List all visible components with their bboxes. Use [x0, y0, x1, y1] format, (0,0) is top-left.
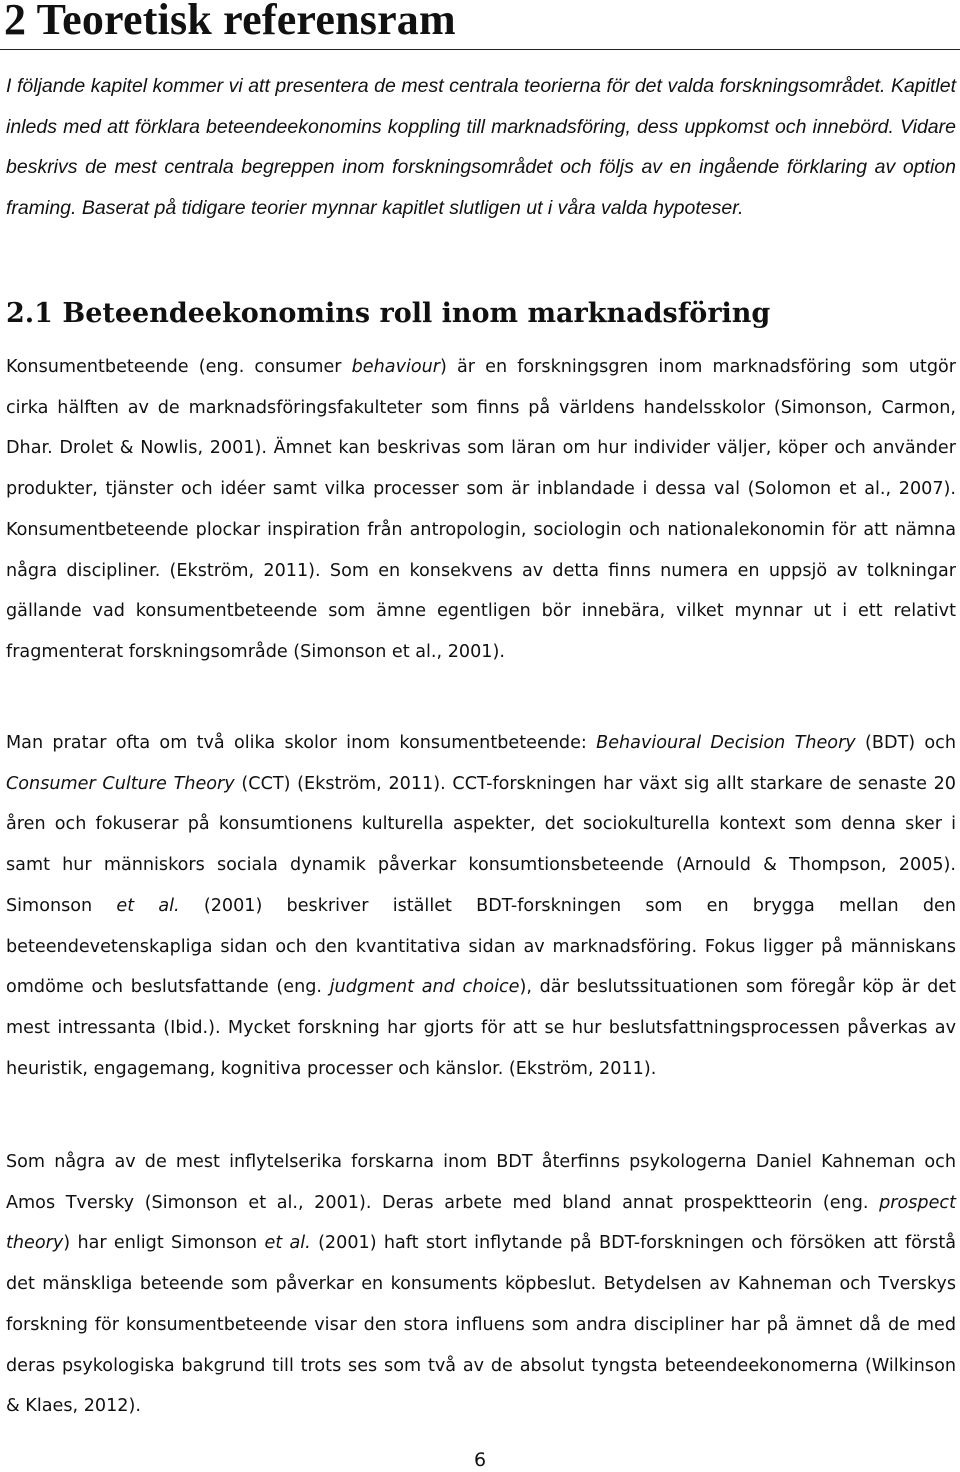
text-segment: Behavioural Decision Theory: [596, 733, 856, 753]
chapter-intro: I följande kapitel kommer vi att presentera de mest centrala teorierna för det valda forskningsområdet. Kapitlet inleds med att förklara beteendeekonomins koppling till marknadsföring, dess uppkomst och innebörd. Vidare beskrivs de mest centrala begreppen inom forskningsområdet och följs av en ingående förklaring av option framing. Baserat på tidigare teorier mynnar kapitlet slutligen ut i våra valda hypoteser.: [6, 75, 956, 220]
text-segment: (2001) haft stort inflytande på BDT-forskningen och försöken att förstå det mänskliga beteende som påverkar en konsuments köpbeslut. Betydelsen av Kahneman och Tverskys forskning för konsumentbeteende visar den stora influens som andra discipliner har på ämnet då de med deras psykologiska bakgrund till trots ses som två av de absolut tyngsta beteendeekonomerna (Wilkinson & Klaes, 2012).: [6, 1233, 956, 1417]
text-segment: ), där beslutssituationen som föregår köp är det mest intressanta (Ibid.). Mycket forskning har gjorts för att se hur beslutsfattningsprocessen påverkas av heuristik, engagemang, kognitiva processer och känslor. (Ekström, 2011).: [6, 977, 956, 1079]
text-segment: Man pratar ofta om två olika skolor inom konsumentbeteende:: [6, 733, 597, 753]
text-segment: (2001) beskriver istället BDT-forskningen som en brygga mellan den beteendevetenskapliga sidan och den kvantitativa sidan av marknadsföring. Fokus ligger på människans omdöme och beslutsfattande (eng.: [6, 895, 956, 998]
text-segment: prospect theory: [6, 1192, 956, 1254]
page-number: 6: [473, 1449, 487, 1471]
text-segment: (BDT) och: [855, 733, 956, 753]
section-heading: 2.1 Beteendeekonomins roll inom marknadsföring: [6, 298, 771, 329]
text-segment: behaviour: [351, 357, 441, 377]
text-segment: et al.: [264, 1233, 311, 1254]
heading-divider: [0, 49, 960, 50]
chapter-heading: 2 Teoretisk referensram: [4, 0, 456, 44]
text-segment: Consumer Culture Theory: [6, 773, 235, 794]
text-segment: ) har enligt Simonson: [63, 1233, 265, 1254]
text-segment: Som några av de mest inflytelserika forskarna inom BDT återfinns psykologerna Daniel Kahneman och Amos Tversky (Simonson et al., 2001). Deras arbete med bland annat prospektteorin (eng.: [6, 1152, 956, 1213]
text-segment: (CCT) (Ekström, 2011). CCT-forskningen har växt sig allt starkare de senaste 20 åren och fokuserar på konsumtionens kulturella aspekter, det sociokulturella kontext som denna sker i samt hur människors sociala dynamik påverkar konsumtionsbeteende (Arnould & Thompson, 2005). Simonson: [6, 773, 956, 916]
body-paragraph: [6, 723, 956, 1089]
text-segment: ) är en forskningsgren inom marknadsföring som utgör cirka hälften av de marknadsföringsfakulteter som finns på världens handelsskolor (Simonson, Carmon, Dhar. Drolet & Nowlis, 2001). Ämnet kan beskrivas som läran om hur individer väljer, köper och använder produkter, tjänster och idéer samt vilka processer som är inblandade i dessa val (Solomon et al., 2007). Konsumentbeteende plockar inspiration från antropologin, sociologin och nationalekonomin för att nämna några discipliner. (Ekström, 2011). Som en konsekvens av detta finns numera en uppsjö av tolkningar gällande vad konsumentbeteende som ämne egentligen bör innebära, vilket mynnar ut i ett relativt fragmenterat forskningsområde (Simonson et al., 2001).: [6, 357, 956, 662]
text-segment: judgment and choice: [329, 977, 520, 998]
text-segment: et al.: [116, 895, 180, 916]
body-paragraph: [6, 347, 956, 673]
text-segment: Konsumentbeteende (eng. consumer: [6, 357, 352, 377]
body-paragraph: [6, 1142, 956, 1427]
